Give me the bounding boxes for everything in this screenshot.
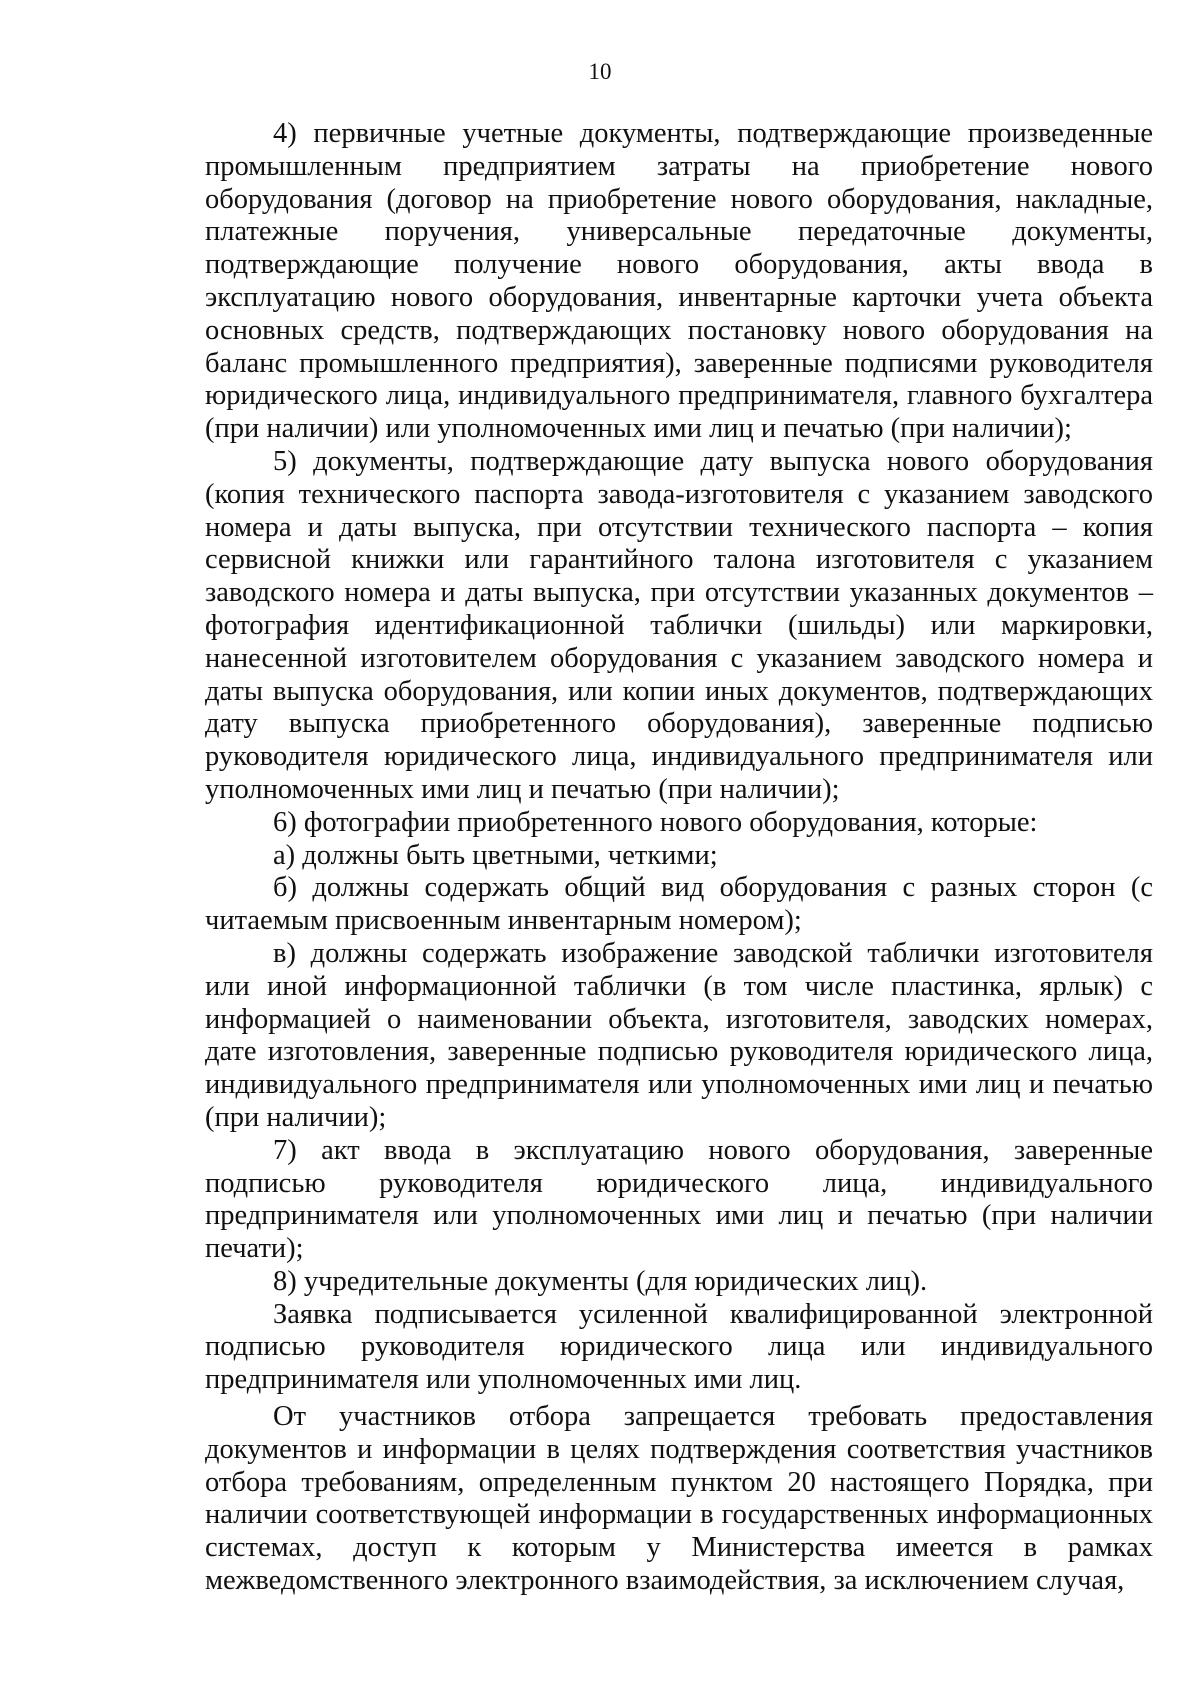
paragraph-item-8: 8) учредительные документы (для юридических лиц).	[273, 1265, 928, 1297]
paragraph-item-6: 6) фотографии приобретенного нового оборудования, которые:	[273, 806, 1038, 838]
paragraph-participants-requirements: От участников отбора запрещается требовать предоставления документов и информации в целях подтверждения соответствия участников отбора требованиям, определенным пунктом 20 настоящего Порядка, при наличии соответствующей информации в государственных информационных системах, доступ к которым у Министерства имеется в рамках межведомственного электронного взаимодействия, за исключением случая,	[205, 1401, 1153, 1597]
paragraph-subitem-a: а) должны быть цветными, четкими;	[273, 839, 718, 871]
paragraph-item-7: 7) акт ввода в эксплуатацию нового оборудования, заверенные подписью руководителя юридического лица, индивидуального предпринимателя или уполномоченных ими лиц и печатью (при наличии печати);	[205, 1134, 1153, 1265]
paragraph-item-4: 4) первичные учетные документы, подтверждающие произведенные промышленным предприятием затраты на приобретение нового оборудования (договор на приобретение нового оборудования, накладные, платежные поручения, универсальные передаточные документы, подтверждающие получение нового оборудования, акты ввода в эксплуатацию нового оборудования, инвентарные карточки учета объекта основных средств, подтверждающих постановку нового оборудования на баланс промышленного предприятия), заверенные подписями руководителя юридического лица, индивидуального предпринимателя, главного бухгалтера (при наличии) или уполномоченных ими лиц и печатью (при наличии);	[205, 118, 1153, 445]
paragraph-application-signature: Заявка подписывается усиленной квалифицированной электронной подписью руководителя юридического лица или индивидуального предпринимателя или уполномоченных ими лиц.	[205, 1298, 1153, 1396]
paragraph-item-5: 5) документы, подтверждающие дату выпуска нового оборудования (копия технического паспорта завода-изготовителя с указанием заводского номера и даты выпуска, при отсутствии технического паспорта – копия сервисной книжки или гарантийного талона изготовителя с указанием заводского номера и даты выпуска, при отсутствии указанных документов – фотография идентификационной таблички (шильды) или маркировки, нанесенной изготовителем оборудования с указанием заводского номера и даты выпуска оборудования, или копии иных документов, подтверждающих дату выпуска приобретенного оборудования), заверенные подписью руководителя юридического лица, индивидуального предпринимателя или уполномоченных ими лиц и печатью (при наличии);	[205, 445, 1153, 805]
paragraph-subitem-v: в) должны содержать изображение заводской таблички изготовителя или иной информационной таблички (в том числе пластинка, ярлык) с информацией о наименовании объекта, изготовителя, заводских номерах, дате изготовления, заверенные подписью руководителя юридического лица, индивидуального предпринимателя или уполномоченных ими лиц и печатью (при наличии);	[205, 937, 1153, 1133]
paragraph-subitem-b: б) должны содержать общий вид оборудования с разных сторон (с читаемым присвоенным инвентарным номером);	[205, 872, 1153, 937]
page-number: 10	[588, 59, 612, 84]
document-body	[205, 118, 1153, 1598]
